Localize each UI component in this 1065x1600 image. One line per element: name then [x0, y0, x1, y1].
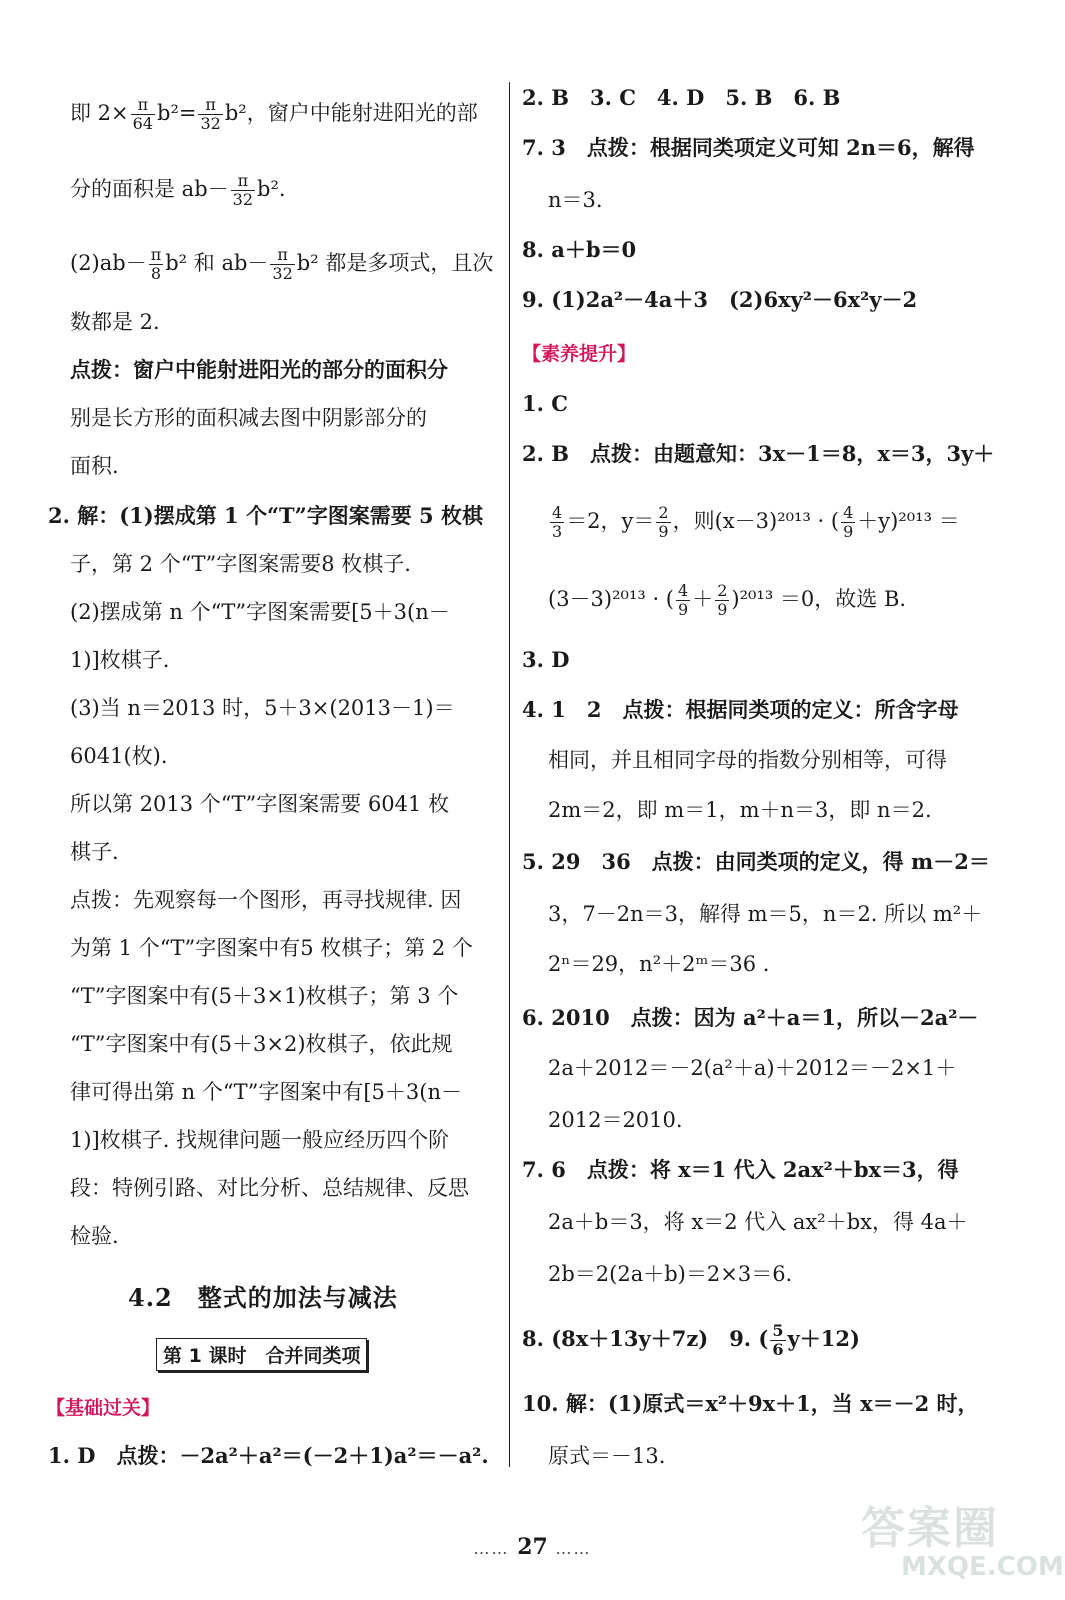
fraction [550, 504, 564, 541]
text-line: 数都是 2. [70, 310, 160, 334]
fraction [676, 582, 690, 619]
text-line: (2)摆成第 n 个“T”字图案需要[5＋3(n－ [70, 600, 450, 624]
section-tag: 【基础过关】 [46, 1397, 161, 1419]
text: b² 和 ab－ [165, 251, 269, 275]
text-line: 6041(枚). [70, 744, 168, 768]
text-line: 段：特例引路、对比分析、总结规律、反思 [70, 1176, 469, 1200]
text-line [70, 246, 493, 283]
numerator: 2 [717, 581, 728, 600]
section-tag: 【素养提升】 [522, 343, 637, 365]
hint-line: 点拨：先观察每一个图形，再寻找规律. 因 [70, 888, 462, 912]
text: (2)ab－ [70, 251, 147, 275]
watermark [861, 1492, 1064, 1592]
text-line: 别是长方形的面积减去图中阴影部分的 [70, 406, 427, 430]
fraction [841, 504, 855, 541]
text-line: 检验. [70, 1224, 119, 1248]
lesson-title: 第 1 课时 合并同类项 [156, 1338, 367, 1371]
text-line: 3，7－2n＝3，解得 m＝5，n＝2. 所以 m²＋ [548, 902, 983, 926]
question-line: 2. 解：(1)摆成第 1 个“T”字图案需要 5 枚棋 [48, 503, 483, 528]
numerator: 5 [772, 1321, 784, 1340]
watermark-url: MXQE.COM [901, 1552, 1064, 1582]
column-divider [509, 82, 510, 1467]
hint-line: 点拨：窗户中能射进阳光的部分的面积分 [70, 357, 448, 382]
text-line: n＝3. [548, 188, 603, 212]
text-line [70, 172, 286, 209]
text-line: 面积. [70, 454, 119, 478]
text-line: 2a＋b＝3，将 x＝2 代入 ax²＋bx，得 4a＋ [548, 1210, 968, 1234]
answer-line [522, 1322, 860, 1359]
text-line: 所以第 2013 个“T”字图案需要 6041 枚 [70, 792, 450, 816]
text: ＋ [692, 587, 714, 611]
text: b²= [157, 101, 197, 125]
text-line: “T”字图案中有(5＋3×1)枚棋子；第 3 个 [70, 984, 459, 1008]
fraction [149, 246, 164, 283]
text: y＋12) [787, 1326, 860, 1351]
text-line [522, 504, 960, 541]
text: b² 都是多项式，且次 [296, 251, 494, 275]
answer-line: 10. 解：(1)原式＝x²＋9x＋1，当 x＝－2 时， [522, 1391, 979, 1416]
answer-line: 3. D [522, 647, 570, 672]
denominator: 6 [772, 1340, 784, 1359]
denominator: 9 [843, 522, 854, 541]
text-line: 为第 1 个“T”字图案中有5 枚棋子；第 2 个 [70, 936, 473, 960]
text-line [522, 582, 906, 619]
text-line: 原式＝－13. [548, 1444, 666, 1468]
denominator: 9 [678, 600, 689, 619]
text: 即 2× [70, 101, 129, 125]
answer-line: 7. 3 点拨：根据同类项定义可知 2n＝6，解得 [522, 135, 975, 160]
text-line: 1)]枚棋子. [70, 648, 170, 672]
text-line [70, 96, 478, 133]
text-line: 律可得出第 n 个“T”字图案中有[5＋3(n－ [70, 1080, 462, 1104]
answer-line: 6. 2010 点拨：因为 a²＋a＝1，所以－2a²－ [522, 1005, 979, 1030]
section-title: 4.2 整式的加法与减法 [128, 1283, 398, 1312]
answer-line: 1. C [522, 391, 568, 416]
denominator: 64 [132, 114, 153, 133]
denominator: 3 [552, 522, 563, 541]
numerator: π [131, 96, 155, 115]
denominator: 9 [658, 522, 669, 541]
text-line: 相同，并且相同字母的指数分别相等，可得 [548, 748, 947, 772]
page-number-value: 27 [517, 1534, 548, 1560]
text-line: 2a＋2012＝－2(a²＋a)＋2012＝－2×1＋ [548, 1056, 957, 1080]
text: ＝2，y＝ [566, 509, 655, 533]
numerator: 4 [678, 581, 689, 600]
text: 8. (8x＋13y＋7z) 9. ( [522, 1326, 769, 1351]
answer-line: 2. B 点拨：由题意知：3x－1＝8，x＝3，3y＋ [522, 441, 995, 466]
denominator: 9 [717, 600, 728, 619]
numerator: 2 [658, 503, 669, 522]
text-line: “T”字图案中有(5＋3×2)枚棋子，依此规 [70, 1032, 453, 1056]
text-line: 子，第 2 个“T”字图案需要8 枚棋子. [70, 552, 411, 576]
answer-line: 5. 29 36 点拨：由同类项的定义，得 m－2＝ [522, 849, 990, 874]
page-dots-right: …… [555, 1539, 592, 1558]
watermark-logo: 答案圈 [861, 1503, 999, 1554]
fraction [131, 96, 155, 133]
numerator: π [198, 96, 222, 115]
text-line: 2b＝2(2a＋b)＝2×3＝6. [548, 1262, 793, 1286]
numerator: 4 [843, 503, 854, 522]
text: )²⁰¹³ ＝0，故选 B. [731, 587, 907, 611]
text-line: 2m＝2，即 m＝1，m＋n＝3，即 n＝2. [548, 798, 932, 822]
numerator: π [231, 172, 255, 191]
answer-line: 4. 1 2 点拨：根据同类项的定义：所含字母 [522, 697, 959, 722]
fraction [270, 246, 294, 283]
text: b²，窗户中能射进阳光的部 [224, 101, 478, 125]
text-line: 2ⁿ＝29，n²＋2ᵐ＝36 . [548, 952, 770, 976]
numerator: 4 [552, 503, 563, 522]
fraction [715, 582, 729, 619]
fraction [231, 172, 255, 209]
text-line: 2012＝2010. [548, 1108, 683, 1132]
text-line: 1)]枚棋子. 找规律问题一般应经历四个阶 [70, 1128, 450, 1152]
text: (3－3)²⁰¹³ · ( [548, 587, 674, 611]
answer-line: 1. D 点拨：－2a²＋a²＝(－2＋1)a²＝－a². [48, 1443, 489, 1468]
text: 分的面积是 ab－ [70, 177, 229, 201]
fraction [198, 96, 222, 133]
answer-line: 8. a＋b＝0 [522, 237, 637, 262]
answer-line: 9. (1)2a²－4a＋3 (2)6xy²－6x²y－2 [522, 287, 918, 312]
text-line: 棋子. [70, 840, 119, 864]
text: b². [257, 177, 286, 201]
numerator: π [150, 245, 162, 264]
numerator: π [270, 246, 294, 265]
text-line: (3)当 n＝2013 时，5＋3×(2013－1)＝ [70, 696, 455, 720]
text: ＋y)²⁰¹³ ＝ [857, 509, 960, 533]
page-dots-left: …… [473, 1539, 510, 1558]
text: ，则(x－3)²⁰¹³ · ( [672, 509, 840, 533]
fraction [770, 1322, 785, 1359]
answer-line: 2. B 3. C 4. D 5. B 6. B [522, 85, 841, 110]
denominator: 32 [200, 114, 221, 133]
denominator: 32 [272, 264, 293, 283]
fraction [656, 504, 670, 541]
denominator: 8 [150, 264, 162, 283]
denominator: 32 [232, 190, 253, 209]
answer-line: 7. 6 点拨：将 x＝1 代入 2ax²＋bx＝3，得 [522, 1157, 959, 1182]
